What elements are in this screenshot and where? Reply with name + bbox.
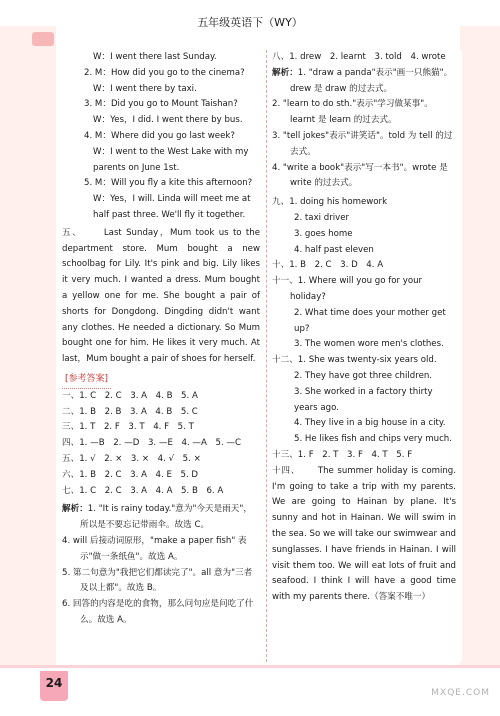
answer-key-label: [参考答案] (62, 372, 111, 389)
section-five-label: 五、 (62, 227, 83, 238)
answer-text: 5. He likes fish and chips very much. (294, 434, 452, 445)
answer-line: 五、1. √ 2. × 3. × 4. √ 5. × (62, 453, 201, 464)
dialogue-line: W：I went there by taxi. (93, 83, 197, 94)
answer-text: 4. half past eleven (294, 244, 374, 255)
answer-line (272, 353, 456, 369)
section-ten-line: 十、1. B 2. C 3. D 4. A (272, 260, 384, 271)
left-column (62, 50, 260, 629)
answer-line (272, 432, 456, 448)
answer-text: 4. They live in a big house in a city. (294, 418, 446, 429)
dialogue-line: W：Yes，I did. I went there by bus. (93, 115, 243, 126)
dialogue-line: 4. M：Where did you go last week? (84, 130, 235, 141)
explanation-line (62, 502, 260, 534)
answer-key-heading (62, 370, 260, 389)
corner-tab-decoration (32, 32, 54, 46)
section-nine (272, 195, 456, 258)
section-five (62, 226, 260, 368)
page-number: 24 (45, 676, 63, 690)
page-header: 五年级英语下（WY） (197, 16, 303, 29)
answer-text: 1. doing his homework (289, 197, 388, 208)
section-fourteen (272, 464, 456, 606)
section-label: 十二、 (272, 355, 298, 366)
dialogue-line: parents on June 1st. (93, 162, 180, 173)
dialogue-line: 2. M：How did you go to the cinema? (84, 67, 245, 78)
explanation-label: 解析： (272, 67, 298, 78)
section-thirteen-line: 十三、1. F 2. T 3. F 4. T 5. F (272, 449, 413, 460)
answer-line: 七、1. C 2. C 3. A 4. A 5. B 6. A (62, 485, 224, 496)
explanation-line (272, 66, 456, 98)
bottom-band (0, 665, 500, 668)
answer-line: 二、1. B 2. B 3. A 4. B 5. C (62, 406, 198, 417)
answer-text: 3. She worked in a factory thirty years ago. (294, 386, 433, 413)
answer-line (272, 416, 456, 432)
answer-line (272, 337, 456, 353)
answer-line: 四、1. —B 2. —D 3. —E 4. —A 5. —C (62, 438, 242, 449)
watermark: MXQE.COM (431, 688, 490, 698)
section-eleven (272, 274, 456, 353)
explanation-label: 解析： (62, 504, 88, 515)
column-divider (266, 50, 267, 662)
explanation-text: 1. "draw a panda"表示"画一只熊猫"。drew 是 draw 的过去式。 (290, 67, 453, 94)
section-fourteen-label: 十四、 (272, 465, 301, 476)
answer-text: 1. She was twenty-six years old. (297, 355, 437, 366)
right-margin-strip (460, 26, 500, 666)
notes-left (62, 502, 260, 628)
answer-text: 2. They have got three children. (294, 370, 433, 381)
answer-text: 3. goes home (294, 228, 353, 239)
section-twelve (272, 353, 456, 448)
section-label: 九、 (272, 197, 290, 208)
explanation-line: 6. 回答的内容是吃的食物，那么问句应是问吃了什么。故选 A。 (62, 599, 254, 625)
answer-text: 2. taxi driver (294, 212, 350, 223)
answer-line (272, 227, 456, 243)
answer-line (272, 306, 456, 338)
explanation-line: 5. 第二句意为"我把它们都读完了"。all 意为"三者及以上都"。故选 B。 (62, 567, 253, 594)
left-margin-strip (0, 26, 56, 666)
section-eight-notes (272, 66, 456, 192)
answer-line (272, 369, 456, 385)
section-label: 十一、 (272, 276, 298, 287)
dialogue-line: 3. M：Did you go to Mount Taishan? (84, 99, 238, 110)
dialogue-line: 5. M：Will you fly a kite this afternoon? (84, 178, 253, 189)
answer-text: 1. Where will you go for your holiday? (290, 276, 423, 302)
answer-line (272, 195, 456, 211)
dialogue-lines (62, 50, 260, 224)
right-column (272, 50, 456, 606)
explanation-line: 4. will 后接动词原形，"make a paper fish" 表示"做一条纸鱼"。故选 A。 (62, 535, 247, 562)
answer-line: 六、1. B 2. C 3. A 4. E 5. D (62, 469, 199, 480)
answer-line: 一、1. C 2. C 3. A 4. B 5. A (62, 390, 198, 401)
section-fourteen-text: The summer holiday is coming. I'm going to take a trip with my parents. We are going to Hainan by plane. It's sunny and hot in Hainan. We will swim in the sea. So we will take our swimwear and sunglasses. I have friends in Hainan. I will visit them too. We will eat lots of fruit and seafood. I think I will have a good time with my parents there.（答案不唯一） (272, 465, 456, 603)
page-content (56, 50, 462, 662)
answer-line (272, 274, 456, 306)
answer-text: 3. The women wore men's clothes. (294, 339, 444, 350)
answer-line (272, 243, 456, 259)
section-five-text: Last Sunday，Mum took us to the department store. Mum bought a new schoolbag for Lily. It's pink and big. Lily likes it very much. I wanted a dress. Mum bought a yellow one for me. She bought a pair of shorts for Dongdong. Dingding didn't want any clothes. He needed a dictionary. So Mum bought one for him. He likes it very much. At last，Mum bought a pair of shoes for herself. (62, 227, 260, 365)
answer-text: 2. What time does your mother get up? (294, 307, 446, 334)
dialogue-line: W：Yes，I will. Linda will meet me at (93, 194, 251, 205)
explanation-text: 1. "It is rainy today."意为"今天是雨天"，所以是不要忘记带雨伞。故选 C。 (80, 504, 252, 531)
answer-line (272, 385, 456, 417)
dialogue-line: half past three. We'll fly it together. (93, 209, 246, 220)
answer-line (272, 211, 456, 227)
explanation-line: 4. "write a book"表示"写一本书"。wrote 是 write 的过去式。 (272, 162, 448, 189)
section-eight-line: 八、1. drew 2. learnt 3. told 4. wrote (272, 52, 446, 62)
explanation-line: 2. "learn to do sth."表示"学习做某事"。learnt 是 learn 的过去式。 (272, 99, 433, 126)
dialogue-line: W：I went there last Sunday. (93, 52, 217, 62)
explanation-line: 3. "tell jokes"表示"讲笑话"。told 为 tell 的过去式。 (272, 130, 453, 157)
answer-line: 三、1. T 2. F 3. T 4. F 5. T (62, 422, 194, 433)
answers-list (62, 389, 260, 500)
dialogue-line: W：I went to the West Lake with my (93, 146, 249, 157)
